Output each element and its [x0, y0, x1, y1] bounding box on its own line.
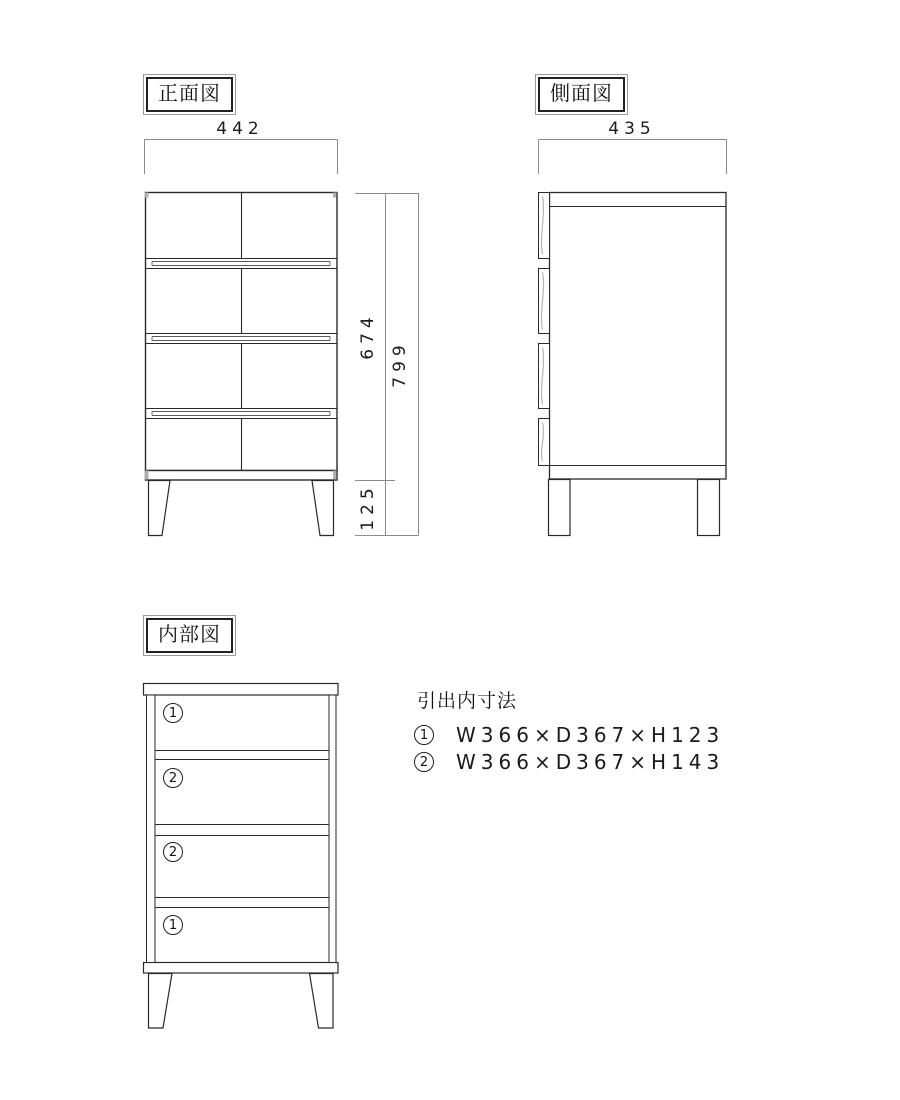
- side-cabinet-body: [550, 193, 727, 480]
- internal-legs: [149, 974, 334, 1029]
- side-depth-dim-lines: [539, 140, 727, 175]
- front-view-title-box: [143, 74, 236, 115]
- side-depth-dimension: 435: [608, 119, 656, 139]
- compartment-mark-4: 1: [163, 915, 183, 935]
- side-drawer-fronts: [539, 193, 550, 466]
- drawer-spec-mark-2: 2: [414, 752, 434, 772]
- front-width-dim-lines: [145, 140, 338, 175]
- side-view-title-box: [535, 74, 628, 115]
- compartment-mark-2: 2: [163, 768, 183, 788]
- side-legs: [549, 480, 720, 536]
- compartment-mark-1: 1: [163, 703, 183, 723]
- front-view-title: 正面図: [146, 77, 233, 112]
- front-legs: [149, 481, 334, 536]
- drawer-spec-dimensions-1: W366×D367×H123: [456, 723, 725, 747]
- drawer-spec-dimensions-2: W366×D367×H143: [456, 750, 725, 774]
- front-body-height-dimension: 674: [358, 312, 378, 360]
- front-total-height-dimension: 799: [390, 340, 410, 388]
- internal-view-title-box: [143, 615, 236, 656]
- front-leg-height-dimension: 125: [358, 483, 378, 531]
- internal-view-title: 内部図: [146, 618, 233, 653]
- drawer-spec-title: 引出内寸法: [417, 691, 518, 712]
- side-view-title: 側面図: [538, 77, 625, 112]
- front-width-dimension: 442: [216, 119, 264, 139]
- side-view-drawing: [525, 118, 740, 548]
- front-view-drawing: [140, 118, 432, 548]
- compartment-mark-3: 2: [163, 842, 183, 862]
- drawer-spec-mark-1: 1: [414, 725, 434, 745]
